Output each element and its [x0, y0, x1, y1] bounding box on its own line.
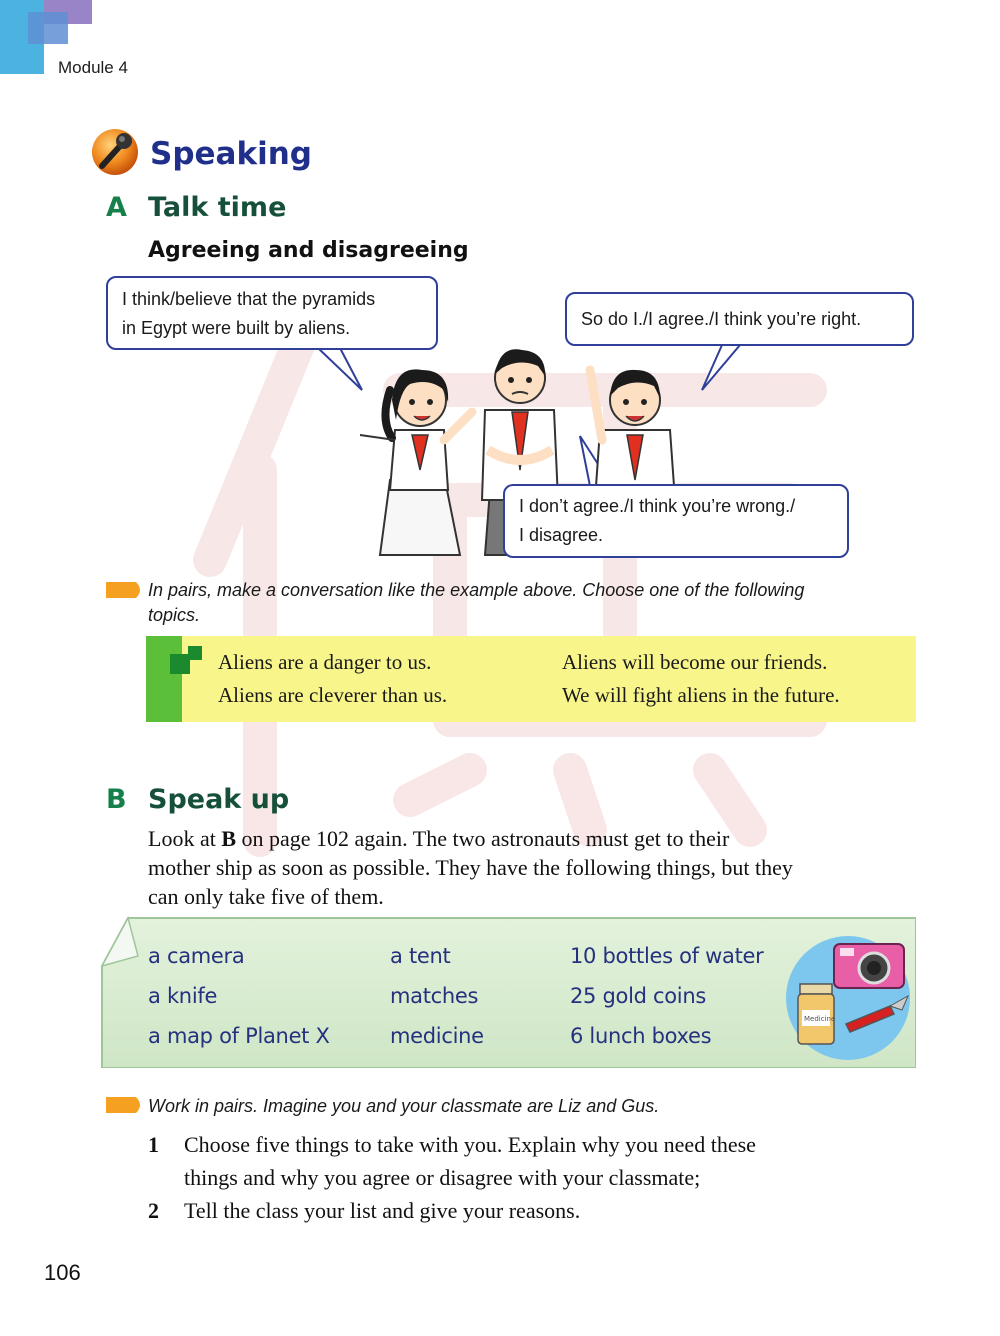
bubble-agree-line1: So do I./I agree./I think you’re right. — [581, 309, 862, 329]
instruction-a — [148, 578, 804, 628]
item-medicine: medicine — [390, 1024, 484, 1048]
page-number: 106 — [44, 1260, 81, 1285]
body-line1-post: on page 102 again. The two astronauts must get to their — [236, 826, 730, 851]
items-art — [784, 932, 912, 1062]
item-matches: matches — [390, 984, 479, 1008]
section-b-letter: B — [106, 784, 127, 815]
topics-square-icon — [166, 644, 206, 680]
bubble-claim-line1: I think/believe that the pyramids — [122, 289, 376, 309]
medicine-label: Medicine — [804, 1015, 836, 1023]
topic-friends: Aliens will become our friends. — [562, 650, 828, 674]
instruction-b: Work in pairs. Imagine you and your classmate are Liz and Gus. — [148, 1096, 660, 1116]
item-gold-coins: 25 gold coins — [570, 984, 706, 1008]
instruction-a-line1: In pairs, make a conversation like the example above. Choose one of the following — [148, 580, 805, 600]
topic-fight: We will fight aliens in the future. — [562, 683, 840, 707]
speaking-title: Speaking — [150, 136, 312, 172]
speech-bubble-claim — [106, 276, 438, 350]
body-line1-bold: B — [221, 826, 237, 851]
task-1 — [184, 1128, 756, 1194]
instruction-a-line2: topics. — [148, 605, 201, 625]
task-1-number: 1 — [148, 1132, 159, 1157]
topic-cleverer: Aliens are cleverer than us. — [218, 683, 448, 707]
topic-danger: Aliens are a danger to us. — [218, 650, 432, 674]
item-knife: a knife — [148, 984, 218, 1008]
section-a-subheading: Agreeing and disagreeing — [148, 238, 469, 263]
section-a-title: Talk time — [148, 192, 287, 223]
bubble-claim-line2: in Egypt were built by aliens. — [122, 318, 351, 338]
speech-bubble-disagree — [503, 484, 849, 558]
bubble-disagree-line1: I don’t agree./I think you’re wrong./ — [519, 496, 796, 516]
bubble-disagree-line2: I disagree. — [519, 525, 604, 545]
item-map: a map of Planet X — [148, 1024, 330, 1048]
section-b-body — [148, 824, 928, 911]
item-lunch-boxes: 6 lunch boxes — [570, 1024, 712, 1048]
speech-bubble-agree — [565, 292, 914, 346]
task-1-line1: Choose five things to take with you. Explain why you need these — [184, 1132, 756, 1157]
task-1-line2: things and why you agree or disagree with your classmate; — [184, 1165, 701, 1190]
section-b-title: Speak up — [148, 784, 290, 815]
topics-box — [146, 636, 916, 722]
body-line1-pre: Look at — [148, 826, 222, 851]
task-2-number: 2 — [148, 1198, 159, 1223]
instruction-b-arrow-icon — [106, 1097, 144, 1113]
body-line3: can only take five of them. — [148, 884, 384, 909]
body-line2: mother ship as soon as possible. They have the following things, but they — [148, 855, 793, 880]
item-tent: a tent — [390, 944, 451, 968]
instruction-arrow-icon — [106, 582, 144, 598]
section-a-letter: A — [106, 192, 127, 223]
item-water: 10 bottles of water — [570, 944, 764, 968]
module-label: Module 4 — [58, 58, 128, 77]
item-camera: a camera — [148, 944, 245, 968]
task-2: Tell the class your list and give your reasons. — [184, 1198, 581, 1223]
